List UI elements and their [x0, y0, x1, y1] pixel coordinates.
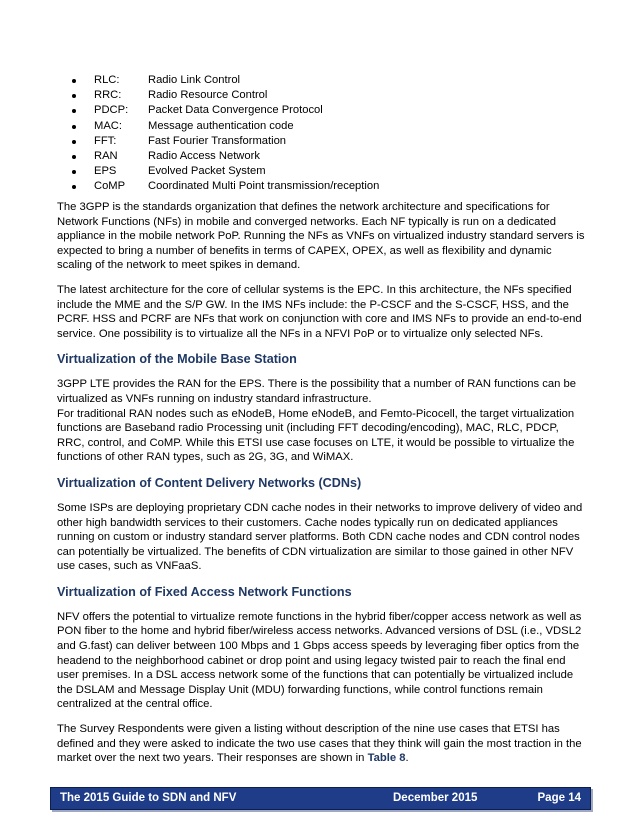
- abbreviation-definition: Coordinated Multi Point transmission/reception: [148, 180, 380, 193]
- abbreviation-definition: Radio Resource Control: [148, 89, 268, 102]
- abbreviation-term: RLC:: [94, 74, 120, 86]
- fixed-access-paragraph: NFV offers the potential to virtualize remote functions in the hybrid fiber/copper access network as well as PON fiber to the home and hybrid fiber/wireless access networks. Advanced versions of DSL (i.e., VDSL2 and G.fast) can deliver between 100 Mbps and 1 Gbps access speeds by leveraging fiber optics from the headend to the neighborhood cabinet or drop point and using legacy twisted pair to reach the final end user premises. In a DSL access network some of the functions that can potentially be virtualized include the DSLAM and Message Display Unit (MDU) forwarding functions, while control functions remain centralized at the central office.: [57, 610, 582, 711]
- footer-date: December 2015: [393, 792, 478, 804]
- abbreviation-definition: Packet Data Convergence Protocol: [148, 104, 323, 117]
- mobile-paragraph-1: 3GPP LTE provides the RAN for the EPS. There is the possibility that a number of RAN functions can be virtualized as VNFs running on industry standard infrastructure.: [57, 378, 577, 405]
- abbreviation-term: EPS: [94, 165, 117, 178]
- abbreviation-term: RRC:: [94, 89, 122, 102]
- abbreviation-term: FFT:: [94, 134, 117, 147]
- abbreviation-term: CoMP: [94, 180, 126, 193]
- abbreviation-term: MAC:: [94, 119, 122, 132]
- abbreviation-definition: Message authentication code: [148, 119, 294, 132]
- intro-paragraph: The 3GPP is the standards organization that defines the network architecture and specifications for Network Functions (NFs) in mobile and converged networks. Each NF typically is run on a dedicated appliance in the mobile network PoP. Running the NFs as VNFs on virtualized industry standard servers is expected to bring a number of benefits in terms of CAPEX, OPEX, as well as flexibility and dynamic scaling of the network to meet spikes in demand.: [57, 201, 585, 272]
- cdn-paragraph: Some ISPs are deploying proprietary CDN cache nodes in their networks to improve delivery of video and other high bandwidth services to their customers. Cache nodes typically run on dedicated appliances running on custom or industry standard server platforms. Both CDN cache nodes and CDN control nodes can potentially be virtualized. The benefits of CDN virtualization are similar to those gained in other NFV use cases, such as VNFaaS.: [57, 501, 583, 573]
- bullet-icon: [72, 155, 76, 159]
- bullet-icon: [72, 125, 76, 129]
- abbreviation-definition: Radio Link Control: [148, 74, 241, 86]
- abbreviation-definition: Fast Fourier Transformation: [148, 134, 287, 147]
- abbreviation-definition: Radio Access Network: [148, 149, 260, 162]
- cdn-heading: Virtualization of Content Delivery Networks (CDNs): [57, 475, 362, 490]
- bullet-icon: [72, 109, 76, 113]
- abbreviation-term: RAN: [94, 149, 118, 162]
- footer-title: The 2015 Guide to SDN and NFV: [60, 792, 237, 804]
- bullet-icon: [72, 94, 76, 98]
- bullet-icon: [72, 79, 76, 83]
- mobile-paragraph-2: For traditional RAN nodes such as eNodeB, Home eNodeB, and Femto-Picocell, the target virtualization functions are Baseband radio Processing unit (including FFT decoding/encoding), MAC, RLC, PDCP, RRC, control, and CoMP. While this ETSI use case focuses on LTE, it would be possible to virtualize the functions of other RAN types, such as 2G, 3G, and WiMAX.: [57, 407, 575, 464]
- survey-text-end: .: [405, 752, 409, 765]
- mobile-base-station-heading: Virtualization of the Mobile Base Station: [57, 352, 297, 367]
- abbreviation-definition: Evolved Packet System: [148, 165, 266, 178]
- fixed-access-heading: Virtualization of Fixed Access Network Functions: [57, 584, 352, 599]
- table-reference: Table 8: [367, 752, 406, 765]
- footer-page-number: Page 14: [537, 792, 581, 804]
- epc-paragraph: The latest architecture for the core of cellular systems is the EPC. In this architecture, the NFs specified include the MME and the S/P GW. In the IMS NFs include: the P-CSCF and the S-CSCF, HSS, and the PCRF. HSS and PCRF are NFs that work on conjunction with core and IMS NFs to provide an end-to-end service. One possibility is to virtualize all the NFs in a NFVI PoP or to virtualize only selected NFs.: [57, 283, 582, 340]
- abbreviation-term: PDCP:: [94, 104, 129, 117]
- page-footer: [50, 787, 591, 810]
- document-body: [57, 200, 589, 776]
- bullet-icon: [72, 170, 76, 174]
- bullet-icon: [72, 185, 76, 189]
- bullet-icon: [72, 140, 76, 144]
- survey-paragraph: [57, 722, 589, 766]
- survey-text: The Survey Respondents were given a listing without description of the nine use cases that ETSI has defined and they were asked to indicate the two use cases that they think will gain the most traction in the market over the next two years. Their responses are shown in: [57, 723, 582, 765]
